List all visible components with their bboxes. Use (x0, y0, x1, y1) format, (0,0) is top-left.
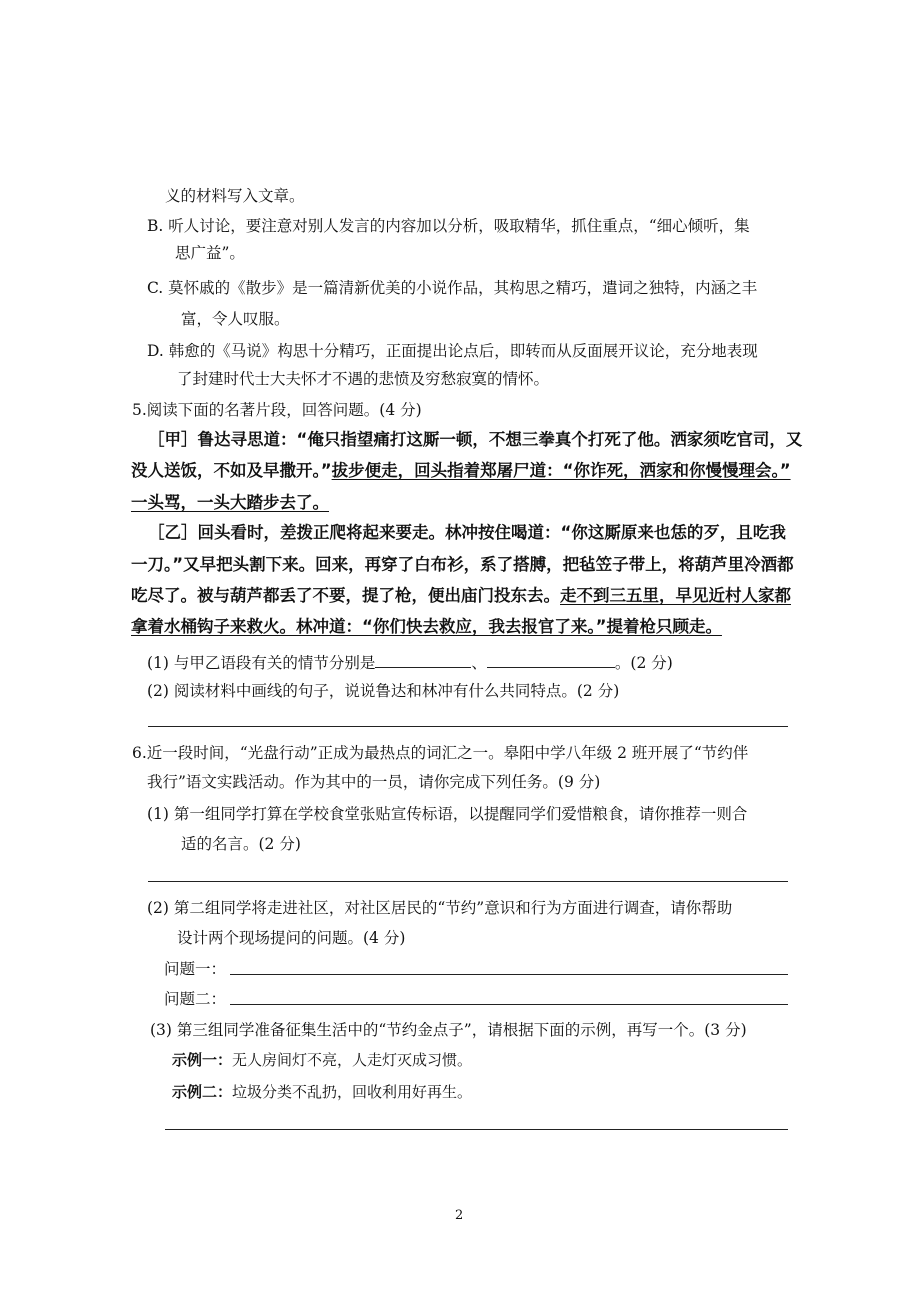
q6-sub3: (3) 第三组同学准备征集生活中的“节约金点子”，请根据下面的示例，再写一个。(3 分) (150, 1021, 747, 1039)
example-two (172, 1082, 472, 1102)
option-d-line1: D. 韩愈的《马说》构思十分精巧，正面提出论点后，即转而从反面展开议论，充分地表现 (147, 342, 758, 360)
q6-sub2-line1: (2) 第二组同学将走进社区，对社区居民的“节约”意识和行为方面进行调查，请你帮助 (147, 899, 733, 917)
option-c-line1: C. 莫怀戚的《散步》是一篇清新优美的小说作品，其构思之精巧，遣词之独特，内涵之丰 (147, 279, 758, 297)
q5-sub1-suffix: 。(2 分) (614, 654, 673, 672)
question-two-answer-line[interactable] (230, 1004, 788, 1005)
q5-jia-line3-underlined: 一头骂，一头大踏步去了。 (131, 493, 329, 512)
q5-yi-line4-underlined: 拿着水桶钩子来救火。林冲道：“你们快去救应，我去报官了来。”提着枪只顾走。 (131, 617, 722, 636)
q6-sub3-answer-line[interactable] (165, 1129, 788, 1130)
q5-sub1 (147, 651, 673, 673)
q5-sub1-separator: 、 (471, 654, 487, 672)
q6-sub2-line2: 设计两个现场提问的问题。(4 分) (177, 929, 406, 947)
q6-stem-line1: 6.近一段时间，“光盘行动”正成为最热点的词汇之一。皋阳中学八年级 2 班开展了“节约伴 (132, 744, 749, 762)
q5-jia-line2-plain: 没人送饭，不如及早撒开。” (131, 461, 332, 480)
example-two-label: 示例二： (172, 1083, 233, 1101)
answer-blank-2[interactable] (487, 651, 615, 668)
option-a-tail: 义的材料写入文章。 (165, 187, 305, 205)
page-number: 2 (455, 1208, 464, 1223)
question-two-label: 问题二： (164, 990, 227, 1008)
example-one (172, 1050, 472, 1070)
q5-yi-line3 (131, 586, 791, 606)
q5-jia-line2 (131, 461, 791, 481)
option-d-line2: 了封建时代士大夫怀才不遇的悲愤及穷愁寂寞的情怀。 (177, 370, 550, 388)
q6-stem-line2: 我行”语文实践活动。作为其中的一员，请你完成下列任务。(9 分) (147, 773, 601, 791)
q5-jia-line2-underlined: 拔步便走，回头指着郑屠尸道：“你诈死，洒家和你慢慢理会。” (331, 461, 791, 480)
option-b-line1: B. 听人讨论，要注意对别人发言的内容加以分析，吸取精华，抓住重点，“细心倾听，集 (147, 217, 750, 235)
option-b-line2: 思广益”。 (175, 244, 245, 262)
q5-yi-line1: ［乙］回头看时，差拨正爬将起来要走。林冲按住喝道：“你这厮原来也恁的歹，且吃我 (148, 523, 786, 542)
answer-blank-1[interactable] (375, 651, 471, 668)
q5-jia-line1: ［甲］鲁达寻思道：“俺只指望痛打这厮一顿，不想三拳真个打死了他。洒家须吃官司，又 (148, 430, 803, 449)
q6-sub1-answer-line[interactable] (148, 881, 788, 882)
q5-answer-line[interactable] (148, 726, 788, 727)
q5-stem: 5.阅读下面的名著片段，回答问题。(4 分) (132, 401, 422, 419)
example-one-text: 无人房间灯不亮，人走灯灭成习惯。 (232, 1051, 473, 1069)
question-one-label: 问题一： (164, 960, 227, 978)
q5-yi-line3-underlined: 走不到三五里，早见近村人家都 (560, 586, 791, 605)
example-one-label: 示例一： (172, 1051, 233, 1069)
question-one-answer-line[interactable] (230, 974, 788, 975)
q5-sub1-prefix: (1) 与甲乙语段有关的情节分别是 (147, 654, 376, 672)
q6-sub1-line2: 适的名言。(2 分) (181, 835, 301, 853)
q5-yi-line2: 一刀。”又早把头割下来。回来，再穿了白布衫，系了搭膊，把毡笠子带上，将葫芦里冷酒都 (131, 555, 794, 574)
q6-sub1-line1: (1) 第一组同学打算在学校食堂张贴宣传标语，以提醒同学们爱惜粮食，请你推荐一则合 (147, 805, 748, 823)
example-two-text: 垃圾分类不乱扔，回收利用好再生。 (232, 1083, 473, 1101)
q5-yi-line3-plain: 吃尽了。被与葫芦都丢了不要，提了枪，便出庙门投东去。 (131, 586, 560, 605)
option-c-line2: 富，令人叹服。 (181, 310, 290, 328)
q5-sub2: (2) 阅读材料中画线的句子，说说鲁达和林冲有什么共同特点。(2 分) (147, 682, 620, 700)
